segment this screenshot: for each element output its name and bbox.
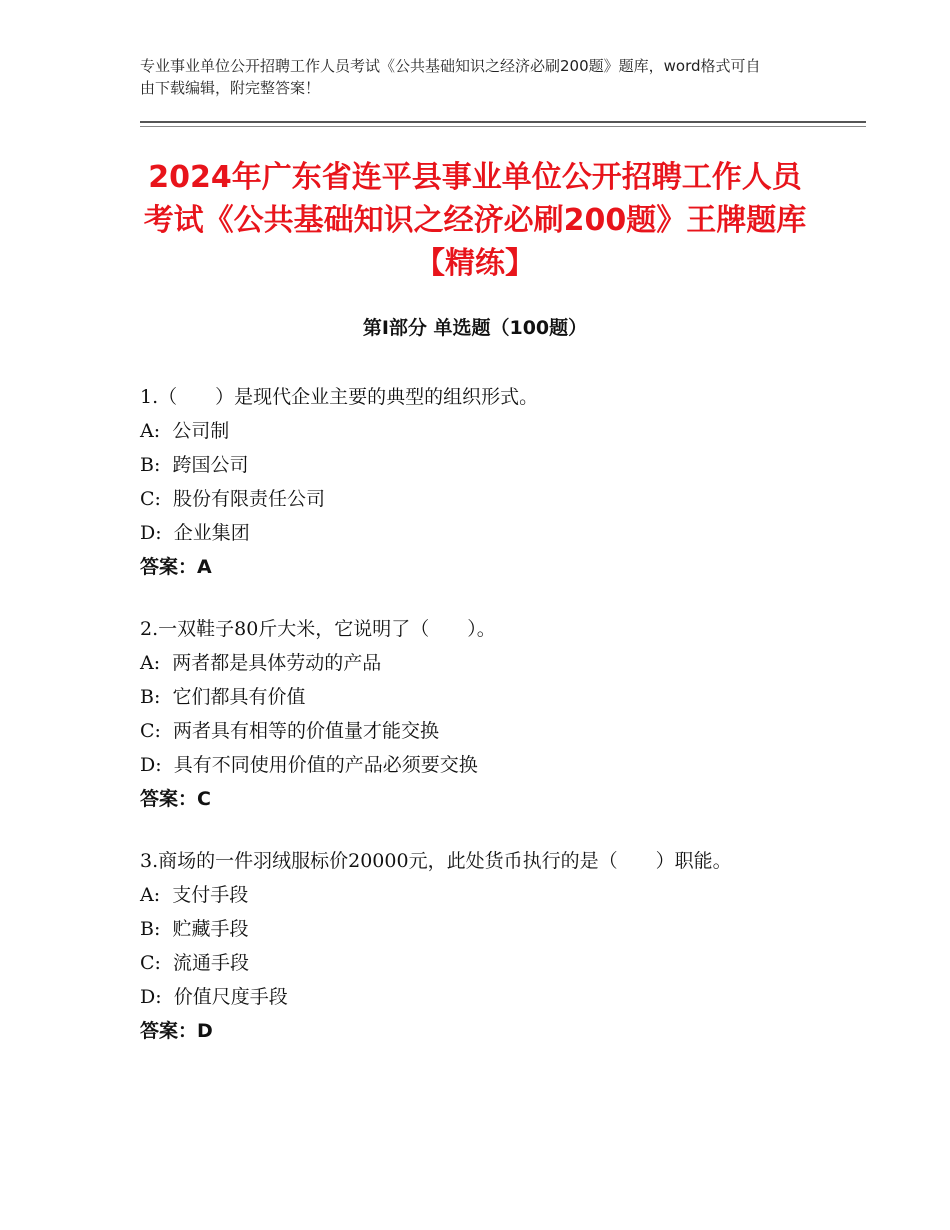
header-divider-thick [140, 121, 866, 123]
header-divider-thin [140, 126, 866, 127]
answer-line: 答案：A [140, 556, 212, 578]
answer-line: 答案：C [140, 788, 211, 810]
header-note: 专业事业单位公开招聘工作人员考试《公共基础知识之经济必刷200题》题库，word格式可自由下载编辑，附完整答案！ [140, 57, 761, 97]
option-c: C: 流通手段 [140, 952, 250, 974]
option-a: A: 公司制 [140, 420, 230, 442]
question-list [140, 380, 790, 1076]
question-item [140, 844, 790, 1048]
option-d: D: 价值尺度手段 [140, 986, 288, 1008]
question-text: 1.（ ）是现代企业主要的典型的组织形式。 [140, 386, 539, 408]
question-item [140, 380, 790, 584]
option-a: A: 支付手段 [140, 884, 249, 906]
option-c: C: 两者具有相等的价值量才能交换 [140, 720, 440, 742]
question-item [140, 612, 790, 816]
section-title: 第Ⅰ部分 单选题（100题） [362, 317, 588, 339]
option-a: A: 两者都是具体劳动的产品 [140, 652, 382, 674]
question-text: 2.一双鞋子80斤大米，它说明了（ ）。 [140, 618, 496, 640]
question-text: 3.商场的一件羽绒服标价20000元，此处货币执行的是（ ）职能。 [140, 850, 732, 872]
option-b: B: 它们都具有价值 [140, 686, 306, 708]
answer-line: 答案：D [140, 1020, 213, 1042]
option-b: B: 贮藏手段 [140, 918, 249, 940]
option-b: B: 跨国公司 [140, 454, 249, 476]
option-d: D: 具有不同使用价值的产品必须要交换 [140, 754, 478, 776]
document-title: 2024年广东省连平县事业单位公开招聘工作人员考试《公共基础知识之经济必刷200题》王牌题库【精练】 [143, 160, 807, 281]
option-c: C: 股份有限责任公司 [140, 488, 326, 510]
option-d: D: 企业集团 [140, 522, 250, 544]
